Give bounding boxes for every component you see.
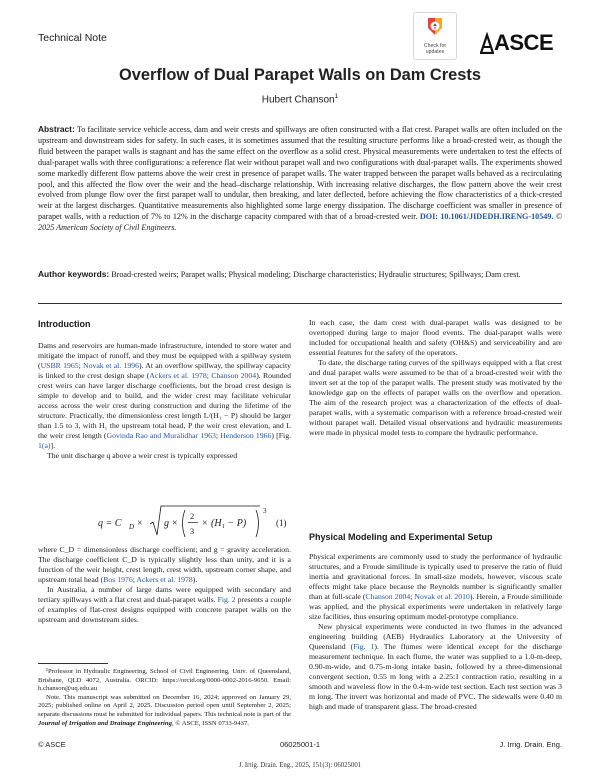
left-column-bottom <box>38 545 291 625</box>
ref-novak-1996[interactable]: Novak et al. 1996 <box>82 361 139 370</box>
doi-link[interactable]: DOI: 10.1061/JIDEDH.IRENG-10549. <box>419 212 554 222</box>
abstract <box>38 124 562 234</box>
ref-ackers-1978[interactable]: Ackers et al. 1978 <box>149 371 207 380</box>
footnote-divider <box>38 663 108 664</box>
keywords-label: Author keywords: <box>38 269 110 279</box>
ref-fig-1[interactable]: Fig. 1 <box>353 642 375 651</box>
eq-lhs: q = C <box>98 518 122 529</box>
eq-power: 3 <box>263 507 267 515</box>
footnote-note: Note. This manuscript was submitted on December 16, 2024; approved on January 29, 2025; published online on April 2, 2025. Discussion period open until September 2, 2025; separate discussions must be submitted for individual papers. This technical note is part of the Journal of Irrigation and Drainage Engineering, © ASCE, ISSN 0733-9437. <box>38 693 291 727</box>
badge-text-line2: updates <box>425 49 445 55</box>
left-column-top <box>38 341 291 461</box>
right-column-bottom <box>309 552 562 712</box>
abstract-copyright: © 2025 American Society of Civil Engineers. <box>38 212 563 233</box>
eq-g: g <box>164 518 169 529</box>
ref-chanson-2004[interactable]: Chanson 2004 <box>211 371 257 380</box>
author-name: Hubert Chanson <box>261 94 335 106</box>
equation-1 <box>38 502 291 542</box>
eq-times-2: × <box>172 518 178 529</box>
author-affiliation-mark: 1 <box>334 93 339 100</box>
intro-paragraph-2: The unit discharge q above a weir crest is typically expressed <box>47 451 238 460</box>
ref-govinda-rao-1963[interactable]: Govinda Rao and Muralidhar 1963 <box>106 431 216 440</box>
footnote-affiliation: ¹Professor in Hydraulic Engineering, School of Civil Engineering, Univ. of Queensland, Brisbane, QLD 4072, Australia. ORCID: https://orcid.org/0000-0002-2016-9650. Email: h.chanson@uq.edu.au <box>38 668 291 693</box>
eq-denominator: 3 <box>190 526 195 536</box>
asce-logo-text: ASCE <box>494 30 554 55</box>
asce-logo-mark-icon <box>480 32 494 54</box>
footnotes <box>38 668 291 728</box>
eq-subscript: D <box>129 523 135 531</box>
ref-usbr-1965[interactable]: USBR 1965 <box>40 361 79 370</box>
intro-paragraph-4: In Australia, a number of large dams were equipped with secondary and tertiary spillways with a flat crest and dual-parapet walls. Fig. 2 presents a couple of examples of flat-crest designs equipped with concrete parapet walls on the upstream and downstream sides. <box>38 585 292 624</box>
right-paragraph-3: Physical experiments are commonly used to study the performance of hydraulic structures, and a Froude similitude is typically used to preserve the ratio of fluid inertia and gravitational forces. In small-size models, however, viscous scale effects might take place because the Reynolds number is significantly smaller than at full-scale (Chanson 2004; Novak et al. 2010). Herein, a Froude similitude was applied, and the physical experiments were undertaken in relatively large size facilities, thus ensuring optimum model-prototype compliance. <box>309 552 563 621</box>
abstract-text: To facilitate service vehicle access, dam and weir crests and spillways are often constructed with a flat crest. Parapet walls are often included on the upstream and downstream sides for safety. In such cases, it is sometimes assumed that the resulting structure performs like a broad-crested weir, as though the fluid between the parapet walls is stagnant and has the same effect on the overflow as a solid crest. Physical measurements were undertaken to test the effects of dual-parapet walls with three configurations: a reference flat weir without parapet wall and two configurations with dual-parapet walls. The experiments showed some markedly different flow patterns above the weir crest in presence of parapet walls. The water trapped between the parapet walls behaved as a recirculating pool, and this affected the flow over the weir and the head–discharge relationship. With increasing relative discharges, the flow pattern above the weir crest evolved from plunge flow over the first parapet wall to undular, then breaking, and later deflected, before achieving the flow characteristics of a thick-crested weir at the largest discharges. Quantitative measurements also highlighted some large energy dissipation. The discharge coefficient was smaller in presence of parapet walls, with a reduction of 7% to 12% in the discharge capacity compared with that of a broad-crested weir. <box>38 125 563 222</box>
ref-ackers-1978b[interactable]: Ackers et al. 1978 <box>136 575 193 584</box>
physical-modeling-heading: Physical Modeling and Experimental Setup <box>309 532 493 542</box>
section-divider <box>38 303 562 304</box>
equation-graphic <box>38 502 291 542</box>
footer-journal: J. Irrig. Drain. Eng. <box>499 740 562 749</box>
equation-number: (1) <box>276 518 287 528</box>
page-footer <box>38 740 562 754</box>
journal-name: Journal of Irrigation and Drainage Engineering <box>38 719 172 727</box>
eq-times-1: × <box>137 518 143 529</box>
ref-henderson-1966[interactable]: Henderson 1966 <box>220 431 272 440</box>
ref-novak-2010[interactable]: Novak et al. 2010 <box>414 592 470 601</box>
author-keywords <box>38 269 562 280</box>
badge-text-line1: Check for <box>423 43 447 49</box>
right-paragraph-4: New physical experiments were conducted in two flumes in the advanced engineering building (AEB) Hydraulics Laboratory at the University of Queensland (Fig. 1). The flumes were identical except for the discharge measurement technique. In each flume, the water was supplied to a 1.0-m-deep, 0.90-m-wide, and 0.75-m-long intake basin, followed by a three-dimensional convergent section, 0.55 m long with a 2.25:1 contraction ratio, resulting in a smooth and waveless flow in the 0.4-m-wide test section. Each test section was 3 m long. The invert was horizontal and made of PVC. The sidewalls were 0.40 m high and made of transparent glass. The broad-crested <box>309 622 563 711</box>
check-updates-icon <box>425 16 445 38</box>
article-title: Overflow of Dual Parapet Walls on Dam Crests <box>119 66 481 84</box>
footer-page-id: 06025001-1 <box>279 740 321 749</box>
right-paragraph-1: In each case, the dam crest with dual-parapet walls was designed to be overtopped during large to major flood events. The dual-parapet walls were included for occupational health and safety (OH&S) and serviceability and are essential features for the safety of the operators. <box>309 318 562 357</box>
intro-paragraph-1: Dams and reservoirs are human-made infrastructure, intended to store water and mitigate the impact of runoff, and they must be equipped with a spillway system (USBR 1965; Novak et al. 1996). At an overflow spillway, the spillway capacity is linked to the crest design shape (Ackers et al. 1978; Chanson 2004). Rounded crest weirs can have larger discharge coefficients, but the broad crest design is simple to develop and to build, and the wider crest may facilitate vehicular access across the weir crest during construction and during the lifetime of the structure. Practically, the dimensionless crest length L/(H₁ − P) should be larger than 1.5 to 3, with H₁ the upstream total head, P the weir crest elevation, and L the weir crest length (Govinda Rao and Muralidhar 1963; Henderson 1966) [Fig. 1(a)]. <box>38 341 292 450</box>
ref-fig-2[interactable]: Fig. 2 <box>217 595 236 604</box>
eq-times-3: × <box>202 518 208 529</box>
check-for-updates-badge[interactable] <box>413 12 457 60</box>
eq-paren: (H₁ − P) <box>211 518 247 529</box>
abstract-label: Abstract: <box>38 124 75 134</box>
eq-numerator: 2 <box>190 511 195 521</box>
introduction-heading: Introduction <box>38 319 91 329</box>
section-label: Technical Note <box>38 32 107 44</box>
ref-chanson-2004b[interactable]: Chanson 2004 <box>365 592 411 601</box>
author-line <box>0 93 600 105</box>
intro-paragraph-3: where C_D = dimensionless discharge coefficient; and g = gravity acceleration. The discharge coefficient C_D is typically slightly less than unity, and it is a function of the weir height, crest length, crest width, upstream corner shape, and upstream total head (Bos 1976; Ackers et al. 1978). <box>38 545 291 584</box>
footer-copyright: © ASCE <box>38 740 66 749</box>
ref-fig-1a[interactable]: 1(a) <box>38 441 51 450</box>
right-column-top <box>309 318 562 438</box>
right-paragraph-2: To date, the discharge rating curves of the spillways equipped with a flat crest and dual parapet walls were assumed to be that of a broad-crested weir with the invert set at the top of the parapet walls. The present study was motivated by the knowledge gap on the effects of parapet walls on the overflow and operation. The aim of the research project was a characterization of the effects of dual-parapet walls, with a systematic comparison with a reference broad-crested weir without parapet wall. Detailed visual observations and hydraulic measurements were made in physical model tests to compare the hydraulic performance. <box>309 358 562 437</box>
footer-citation: J. Irrig. Drain. Eng., 2025, 151(3): 06025001 <box>238 762 362 769</box>
keywords-text: Broad-crested weirs; Parapet walls; Physical modeling; Discharge characteristics; Hydraulic structures; Spillways; Dam crest. <box>111 270 521 279</box>
asce-logo <box>480 28 560 58</box>
ref-bos-1976[interactable]: Bos 1976 <box>103 575 133 584</box>
